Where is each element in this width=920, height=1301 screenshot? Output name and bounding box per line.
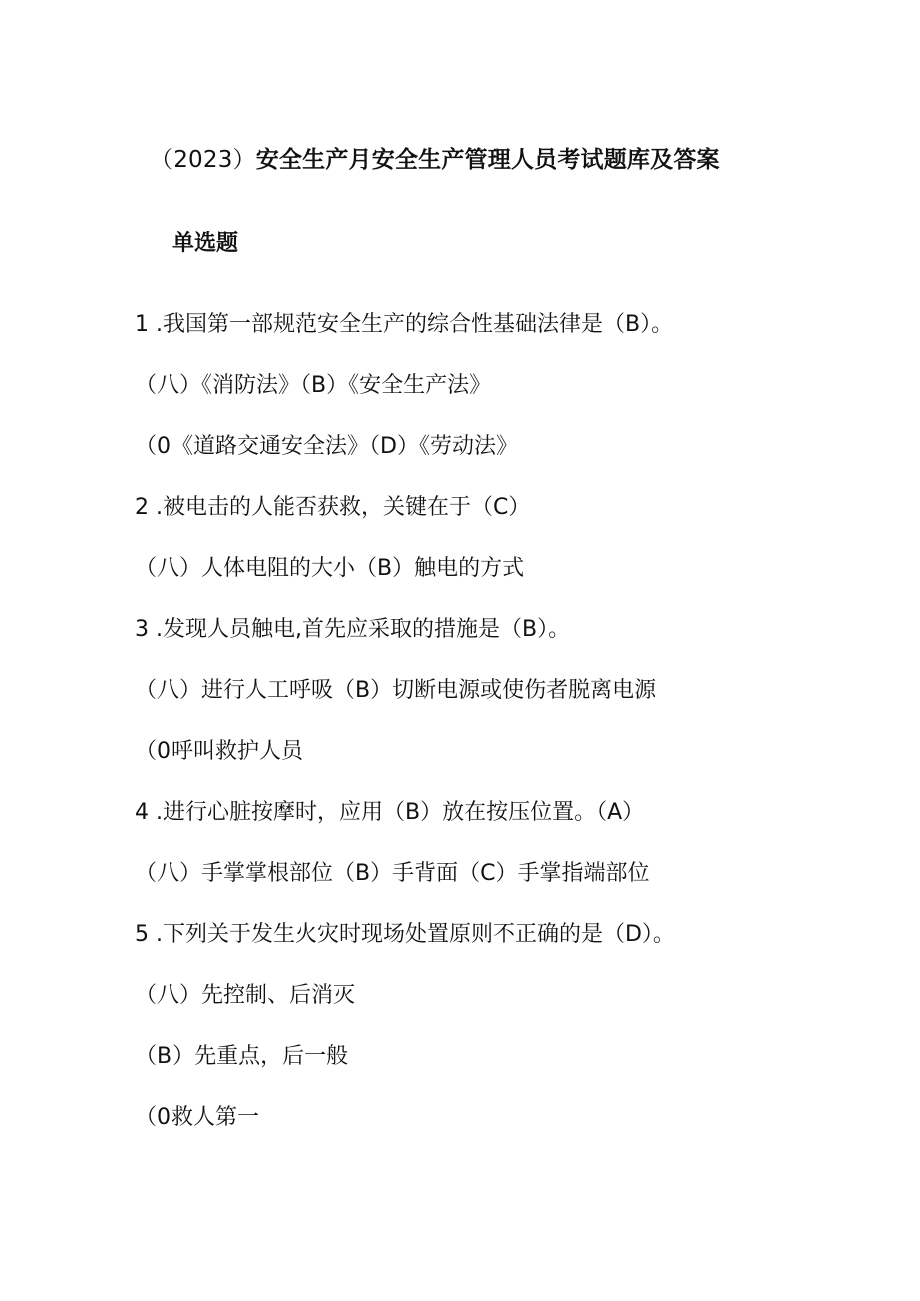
question-3-option-c: （0呼叫救护人员	[135, 739, 303, 764]
question-5-option-c: （0救人第一	[135, 1105, 259, 1130]
question-5-option-b: （B）先重点，后一般	[135, 1044, 349, 1069]
question-3-options-ab: （八）进行人工呼吸（B）切断电源或使伤者脱离电源	[135, 678, 657, 703]
question-1-options-cd: （0《道路交通安全法》（D）《劳动法》	[135, 434, 518, 459]
question-3: 3 .发现人员触电,首先应采取的措施是（B）。	[135, 617, 571, 642]
document-title	[150, 141, 720, 174]
question-4: 4 .进行心脏按摩时，应用（B）放在按压位置。（A）	[135, 800, 645, 825]
question-2: 2 .被电击的人能否获救，关键在于（C）	[135, 495, 531, 520]
question-4-options: （八）手掌掌根部位（B）手背面（C）手掌指端部位	[135, 861, 650, 886]
section-heading: 单选题	[172, 231, 239, 256]
question-5-option-a: （八）先控制、后消灭	[135, 983, 356, 1008]
question-1: 1 .我国第一部规范安全生产的综合性基础法律是（B）。	[135, 312, 674, 337]
question-5: 5 .下列关于发生火灾时现场处置原则不正确的是（D）。	[135, 922, 675, 947]
title-year-prefix: （2023）	[150, 147, 256, 173]
title-text: 安全生产月安全生产管理人员考试题库及答案	[255, 147, 720, 173]
question-1-options-ab: （八）《消防法》（B）《安全生产法》	[135, 373, 492, 398]
question-2-options: （八）人体电阻的大小（B）触电的方式	[135, 556, 525, 581]
